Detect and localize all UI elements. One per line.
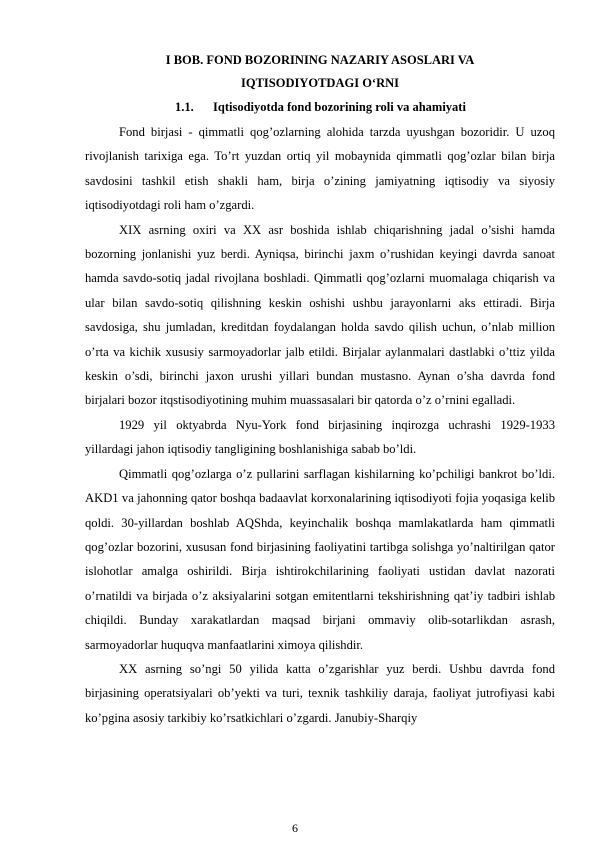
paragraph: XX asrning so’ngi 50 yilida katta o’zgarishlar yuz berdi. Ushbu davrda fond birjasining operatsiyalari ob’yekti va turi, texnik tashkiliy daraja, faoliyat jutrofiyasi kabi ko’pgina asosiy tarkibiy ko’rsatkichlari o’zgardi. Janubiy-Sharqiy [85,661,555,725]
paragraph: XIX asrning oxiri va XX asr boshida ishlab chiqarishning jadal o’sishi hamda bozorning jonlanishi yuz berdi. Ayniqsa, birinchi jaxm o’rushidan keyingi davrda sanoat hamda savdo-sotiq jadal rivojlana boshladi. Qimmatli qog’ozlarni muomalaga chiqarish va ular bilan savdo-sotiq qilishning keskin oshishi ushbu jarayonlarni aks ettiradi. Birja savdosiga, shu jumladan, kreditdan foydalangan holda savdo qilish uchun, o’nlab million o’rta va kichik xususiy sarmoyadorlar jalb etildi. Birjalar aylanmalari dastlabki o’ttiz yilda keskin o’sdi, birinchi jaxon urushi yillari bundan mustasno. Aynan o’sha davrda fond birjalari bozor itqstisodiyotining muhim muassasalari bir qatorda o’z o’rnini egalladi. [85,222,555,408]
chapter-title-line-2: IQTISODIYOTDAGI O‘RNI [240,76,399,90]
section-number: 1.1. [175,100,194,114]
paragraph: 1929 yil oktyabrda Nyu-York fond birjasining inqirozga uchrashi 1929-1933 yillardagi jahon iqtisodiy tangligining boshlanishiga sabab bo’ldi. [85,417,555,457]
body-text [85,120,555,730]
section-heading [175,97,466,117]
chapter-title-line-1: I BOB. FOND BOZORINING NAZARIY ASOSLARI VA [165,53,475,67]
section-title: Iqtisodiyotda fond bozorining roli va ahamiyati [213,100,466,114]
paragraph: Qimmatli qog’ozlarga o’z pullarini sarflagan kishilarning ko’pchiligi bankrot bo’ldi. AKD1 va jahonning qator boshqa badaavlat korxonalarining iqtisodiyoti fojia yoqasiga kelib qoldi. 30-yillardan boshlab AQShda, keyinchalik boshqa mamlakatlarda ham qimmatli qog’ozlar bozorini, xususan fond birjasining faoliyatini tartibga solishga yo’naltirilgan qator islohotlar amalga oshirildi. Birja ishtirokchilarining faoliyati ustidan davlat nazorati o’rnatildi va birjada o’z aksiyalarini sotgan emitentlarni tekshirishning qat’iy tadbiri ishlab chiqildi. Bunday xarakatlardan maqsad birjani ommaviy olib-sotarlikdan asrash, sarmoyadorlar huquqva manfaatlarini ximoya qilishdir. [85,466,555,652]
page-number: 6 [292,821,298,835]
paragraph: Fond birjasi - qimmatli qog’ozlarning alohida tarzda uyushgan bozoridir. U uzoq rivojlanish tarixiga ega. To’rt yuzdan ortiq yil mobaynida qimmatli qog’ozlar bilan birja savdosini tashkil etish shakli ham, birja o’zining jamiyatning iqtisodiy va siyosiy iqtisodiyotdagi roli ham o’zgardi. [85,125,555,213]
